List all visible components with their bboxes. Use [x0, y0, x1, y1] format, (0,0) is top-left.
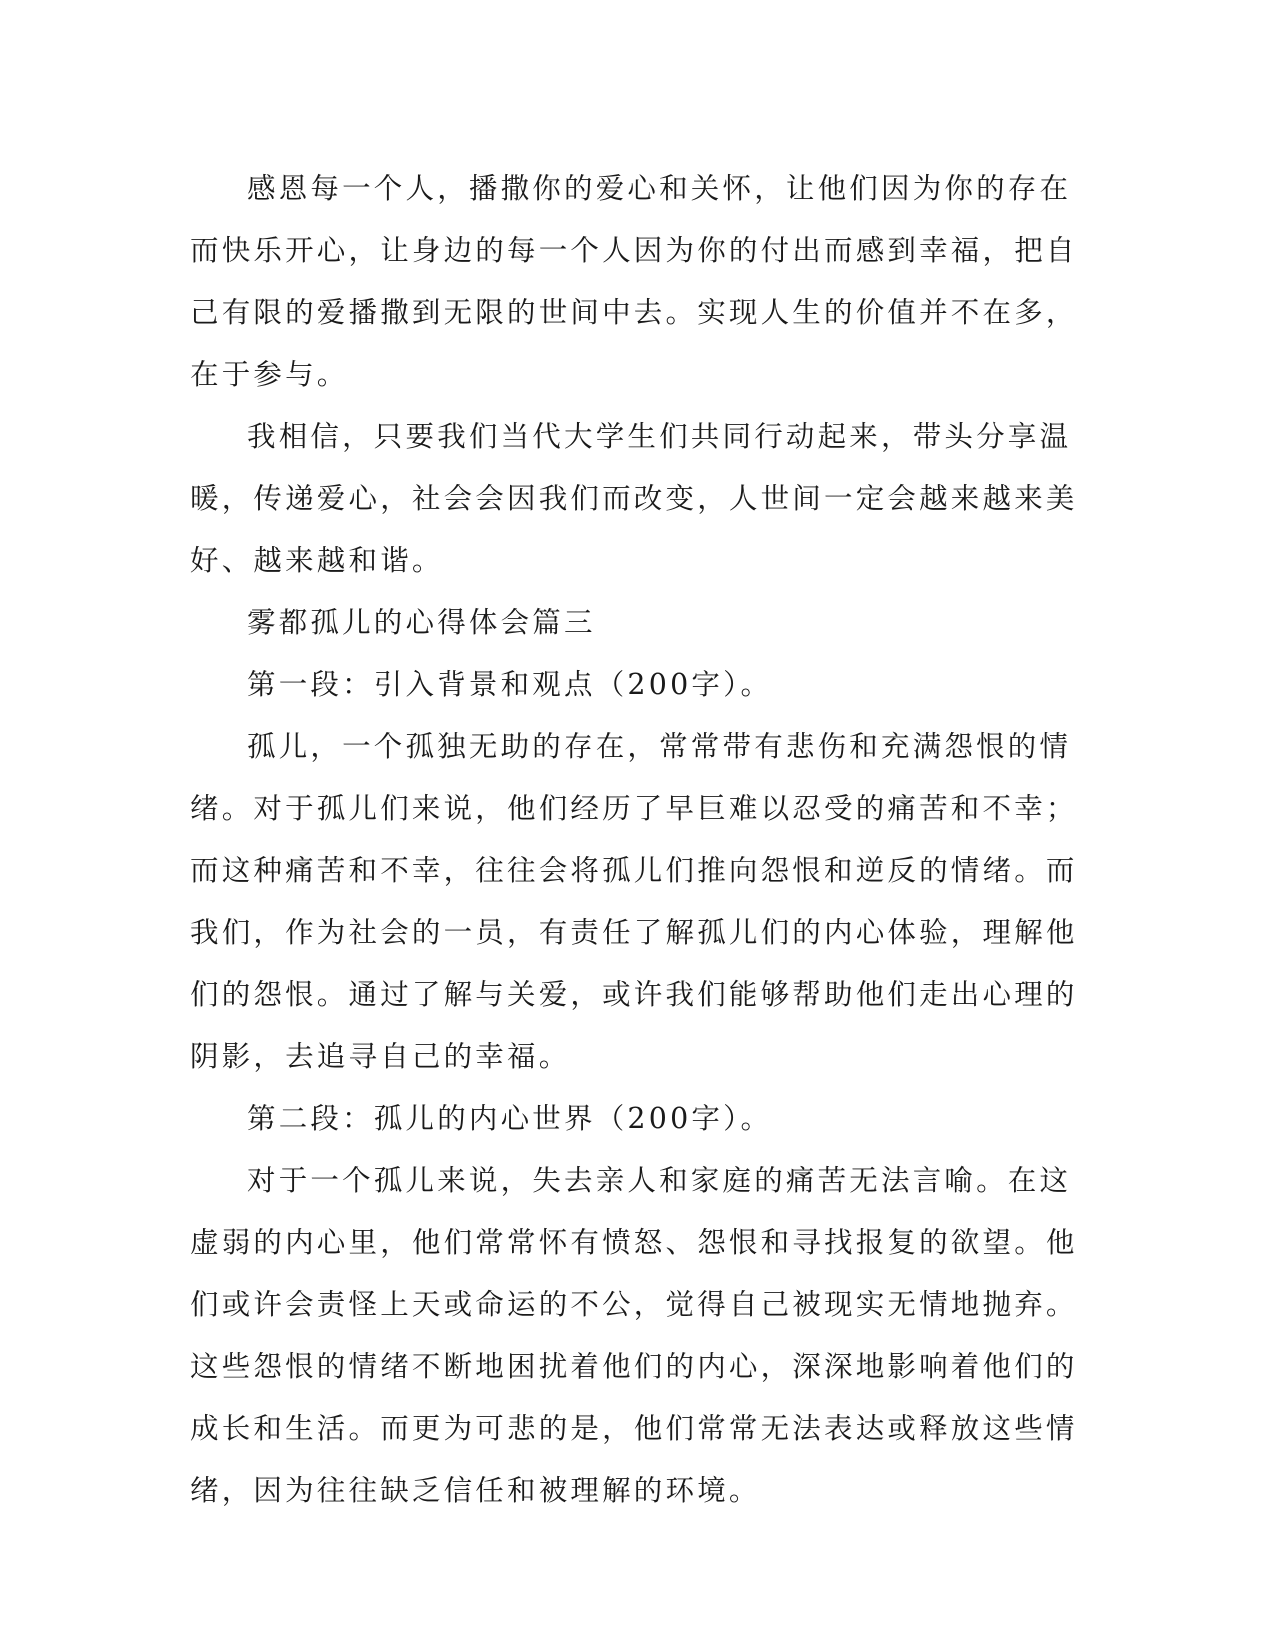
subsection-heading-1: 第一段：引入背景和观点（200字）。: [247, 668, 773, 701]
paragraph-orphan-inner-world: 对于一个孤儿来说，失去亲人和家庭的痛苦无法言喻。在这虚弱的内心里，他们常常怀有愤怒、怨恨和寻找报复的欲望。他们或许会责怪上天或命运的不公，觉得自己被现实无情地抛弃。这些怨恨的情绪不断地困扰着他们的内心，深深地影响着他们的成长和生活。而更为可悲的是，他们常常无法表达或释放这些情绪，因为往往缺乏信任和被理解的环境。: [190, 1164, 1078, 1507]
paragraph-belief: 我相信，只要我们当代大学生们共同行动起来，带头分享温暖，传递爱心，社会会因我们而改变，人世间一定会越来越来美好、越来越和谐。: [190, 420, 1078, 577]
paragraph-gratitude: 感恩每一个人，播撒你的爱心和关怀，让他们因为你的存在而快乐开心，让身边的每一个人因为你的付出而感到幸福，把自己有限的爱播撒到无限的世间中去。实现人生的价值并不在多，在于参与。: [190, 172, 1078, 391]
paragraph-orphan-intro: 孤儿，一个孤独无助的存在，常常带有悲伤和充满怨恨的情绪。对于孤儿们来说，他们经历了早巨难以忍受的痛苦和不幸；而这种痛苦和不幸，往往会将孤儿们推向怨恨和逆反的情绪。而我们，作为社会的一员，有责任了解孤儿们的内心体验，理解他们的怨恨。通过了解与关爱，或许我们能够帮助他们走出心理的阴影，去追寻自己的幸福。: [190, 730, 1078, 1073]
section-title: 雾都孤儿的心得体会篇三: [247, 606, 596, 639]
document-body: [190, 158, 1080, 1522]
subsection-heading-2: 第二段：孤儿的内心世界（200字）。: [247, 1102, 773, 1135]
